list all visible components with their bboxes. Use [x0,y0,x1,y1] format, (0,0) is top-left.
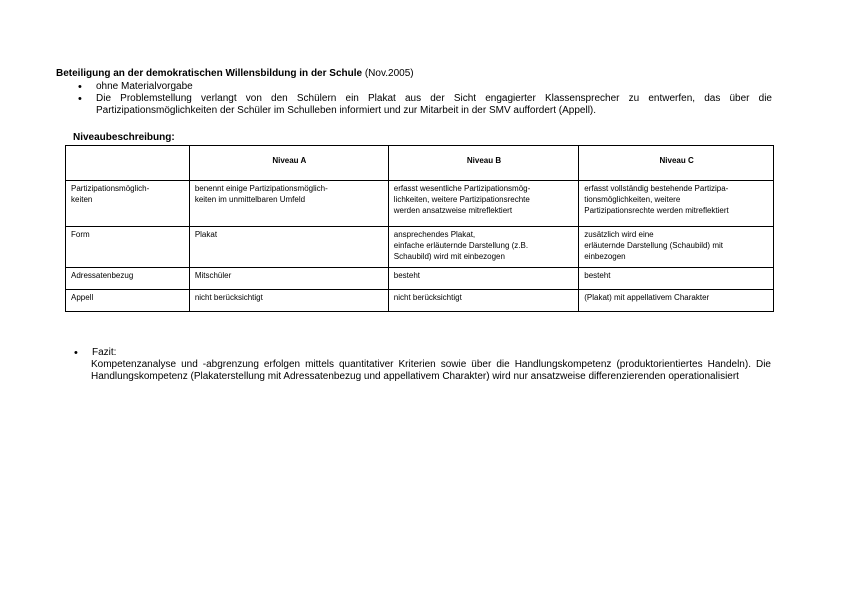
niveau-a-cell: Mitschüler [189,268,388,290]
bullet-item-material: • ohne Materialvorgabe [78,81,772,93]
fazit-label: Fazit: [92,347,117,358]
table-row [66,290,774,312]
bullet-item-problem: • Die Problemstellung verlangt von den Schülern ein Plakat aus der Sicht engagierter Klassensprecher zu entwerfen, das über die Partizipationsmöglichkeiten der Schüler im Schulleben informiert und zur Mitarbeit in der SMV auffordert (Appell). [78,93,772,117]
table-row [66,181,774,227]
niveau-c-cell: (Plakat) mit appellativem Charakter [579,290,774,312]
niveau-c-cell: besteht [579,268,774,290]
table-row [66,268,774,290]
table-row [66,227,774,268]
niveau-c-cell: zusätzlich wird eine erläuternde Darstellung (Schaubild) mit einbezogen [579,227,774,268]
niveau-heading: Niveaubeschreibung: [73,132,175,143]
fazit-text: Kompetenzanalyse und -abgrenzung erfolgen mittels quantitativer Kriterien sowie über die Handlungskompetenz (produktorientiertes Handeln). Die Handlungskompetenz (Plakaterstellung mit Adressatenbezug und appellativem Charakter) wird nur ansatzweise differenzierenden operationalisiert [91,359,771,382]
header-empty [66,146,190,181]
criterion-cell: Adressatenbezug [66,268,190,290]
niveau-a-cell: nicht berücksichtigt [189,290,388,312]
bullet-icon: • [74,347,78,359]
table-header-row [66,146,774,181]
niveau-c-cell: erfasst vollständig bestehende Partizipa- tionsmöglichkeiten, weitere Partizipationsrechte werden mitreflektiert [579,181,774,227]
header-niveau-c: Niveau C [579,146,774,181]
niveau-a-cell: Plakat [189,227,388,268]
document-title [56,68,776,80]
header-niveau-b: Niveau B [388,146,578,181]
document-title-main: Beteiligung an der demokratischen Willensbildung in der Schule [56,68,363,79]
niveau-table [65,145,774,312]
document-title-date: (Nov.2005) [362,68,414,79]
niveau-b-cell: ansprechendes Plakat, einfache erläuternde Darstellung (z.B. Schaubild) wird mit einbezogen [388,227,578,268]
header-niveau-a: Niveau A [189,146,388,181]
criterion-cell: Appell [66,290,190,312]
criterion-cell: Form [66,227,190,268]
criterion-cell: Partizipationsmöglich- keiten [66,181,190,227]
niveau-b-cell: besteht [388,268,578,290]
niveau-b-cell: nicht berücksichtigt [388,290,578,312]
intro-bullet-list [78,81,772,117]
niveau-a-cell: benennt einige Partizipationsmöglich- keiten im unmittelbaren Umfeld [189,181,388,227]
niveau-b-cell: erfasst wesentliche Partizipationsmög- lichkeiten, weitere Partizipationsrechte werden ansatzweise mitreflektiert [388,181,578,227]
